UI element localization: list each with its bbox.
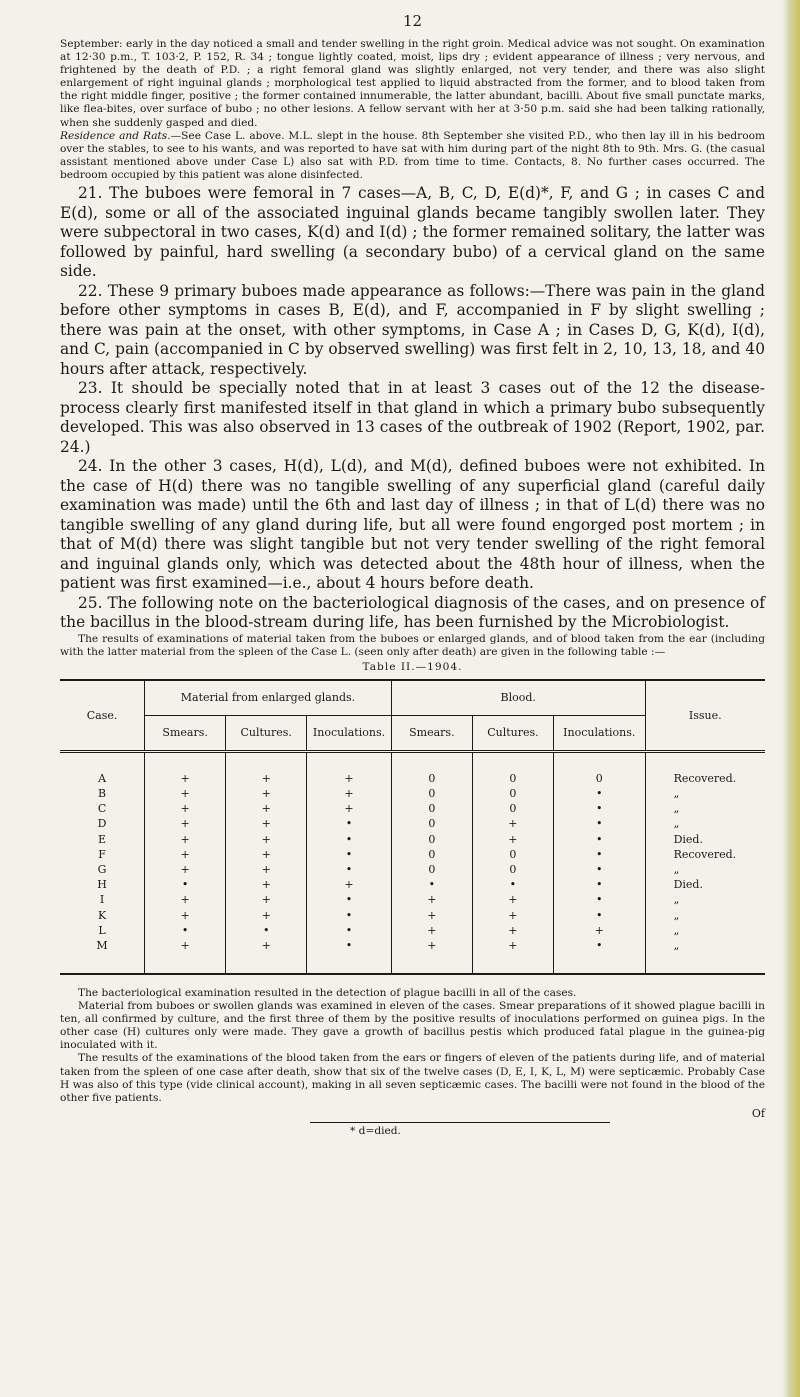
gland-smears-cell: +: [145, 892, 226, 907]
gland-cultures-cell: •: [226, 923, 307, 938]
case-cell: C: [97, 802, 107, 816]
gland-smears-cell: +: [145, 938, 226, 974]
gland-smears-cell: +: [145, 816, 226, 831]
subheader-gland-smears: Smears.: [145, 715, 226, 751]
table-row: [60, 831, 765, 846]
after-paragraph: The bacteriological examination resulted in the detection of plague bacilli in all of the cases.: [78, 986, 577, 999]
case-cell: L: [98, 923, 106, 937]
table-row: [60, 786, 765, 801]
catchword: Of: [751, 1106, 765, 1120]
issue-cell: Died.: [645, 831, 765, 846]
subheader-gland-cultures: Cultures.: [226, 715, 307, 751]
table-caption: Table II.—1904.: [362, 660, 463, 673]
gland-cultures-cell: +: [226, 751, 307, 786]
issue-cell: „: [645, 892, 765, 907]
gland-cultures-cell: +: [226, 862, 307, 877]
blood-smears-cell: +: [391, 907, 472, 922]
blood-cultures-cell: 0: [472, 862, 553, 877]
header-glands: Material from enlarged glands.: [145, 680, 392, 716]
gland-cultures-cell: +: [226, 786, 307, 801]
subheader-blood-smears: Smears.: [391, 715, 472, 751]
case-cell: H: [97, 878, 107, 892]
after-section: [60, 987, 765, 1105]
gland-cultures-cell: +: [226, 907, 307, 922]
blood-cultures-cell: +: [472, 831, 553, 846]
issue-cell: Recovered.: [645, 751, 765, 786]
gland-smears-cell: +: [145, 751, 226, 786]
blood-inoculations-cell: •: [553, 938, 645, 974]
paragraph-23: 23. It should be specially noted that in at least 3 cases out of the 12 the disease-process clearly first manifested itself in that gland in which a primary bubo subsequently developed. This was also observed in 13 cases of the outbreak of 1902 (Report, 1902, par. 24.): [60, 379, 765, 456]
page-edge: [782, 0, 800, 1397]
blood-cultures-cell: +: [472, 907, 553, 922]
blood-inoculations-cell: •: [553, 862, 645, 877]
page: [60, 12, 765, 1137]
page-number: 12: [402, 12, 423, 30]
table-body: [60, 751, 765, 974]
table-row: [60, 907, 765, 922]
issue-cell: Recovered.: [645, 847, 765, 862]
gland-smears-cell: •: [145, 877, 226, 892]
paragraph-21: 21. The buboes were femoral in 7 cases—A, B, C, D, E(d)*, F, and G ; in cases C and E(d), some or all of the associated inguinal glands became tangibly swollen later. They were subpectoral in two cases, K(d) and I(d) ; the former remained solitary, the latter was followed by painful, hard swelling (a secondary bubo) of a cervical gland on the same side.: [60, 184, 765, 281]
case-cell: A: [98, 771, 107, 785]
blood-inoculations-cell: +: [553, 923, 645, 938]
issue-cell: „: [645, 938, 765, 974]
subheader-blood-cultures: Cultures.: [472, 715, 553, 751]
blood-smears-cell: 0: [391, 831, 472, 846]
footnote: * d=died.: [350, 1124, 401, 1137]
gland-smears-cell: +: [145, 907, 226, 922]
gland-inoculations-cell: •: [307, 831, 392, 846]
after-paragraph: Material from buboes or swollen glands was examined in eleven of the cases. Smear preparations of it showed plague bacilli in ten, all confirmed by culture, and the first three of them by the positive results of inoculations performed on guinea pigs. In the other case (H) cultures only were made. They gave a growth of bacillus pestis which produced fatal plague in the guinea-pig inoculated with it.: [60, 1000, 765, 1052]
case-cell: I: [99, 893, 105, 907]
table-row: [60, 923, 765, 938]
subheader-gland-inoculations: Inoculations.: [307, 715, 392, 751]
intro-paragraph: September: early in the day noticed a small and tender swelling in the right groin. Medical advice was not sought. On examination at 12·30 p.m., T. 103·2, P. 152, R. 34 ; tongue lightly coated, moist, lips dry ; evident appearance of illness ; very nervous, and frightened by the death of P.D. ; a right femoral gland was slightly enlarged, not very tender, and there was also slight enlargement of right inguinal glands ; morphological test applied to liquid abstracted from the former, and to blood taken from the right middle finger, positive ; the former contained innumerable, the latter abundant, bacilli. About five small punctate marks, like flea-bites, over surface of bubo ; no other lesions. A fellow servant with her at 3·50 p.m. said she had been talking rationally, when she suddenly gasped and died.: [60, 38, 765, 129]
gland-inoculations-cell: •: [307, 907, 392, 922]
footnote-rule: [310, 1122, 610, 1123]
blood-inoculations-cell: •: [553, 877, 645, 892]
gland-cultures-cell: +: [226, 847, 307, 862]
blood-smears-cell: +: [391, 892, 472, 907]
table-row: [60, 801, 765, 816]
gland-cultures-cell: +: [226, 938, 307, 974]
intro-section: [60, 38, 765, 182]
blood-inoculations-cell: •: [553, 907, 645, 922]
case-cell: F: [98, 847, 106, 861]
blood-cultures-cell: 0: [472, 786, 553, 801]
header-case: Case.: [60, 680, 145, 752]
blood-cultures-cell: +: [472, 938, 553, 974]
blood-cultures-cell: 0: [472, 751, 553, 786]
blood-smears-cell: 0: [391, 786, 472, 801]
header-blood: Blood.: [391, 680, 645, 716]
blood-inoculations-cell: •: [553, 847, 645, 862]
issue-cell: „: [645, 923, 765, 938]
gland-inoculations-cell: +: [307, 801, 392, 816]
subheader-blood-inoculations: Inoculations.: [553, 715, 645, 751]
case-cell: B: [98, 787, 107, 800]
blood-cultures-cell: •: [472, 877, 553, 892]
gland-cultures-cell: +: [226, 801, 307, 816]
blood-smears-cell: 0: [391, 751, 472, 786]
blood-inoculations-cell: •: [553, 786, 645, 801]
gland-cultures-cell: +: [226, 816, 307, 831]
case-cell: G: [97, 862, 107, 876]
gland-smears-cell: •: [145, 923, 226, 938]
case-cell: K: [97, 908, 107, 922]
blood-inoculations-cell: •: [553, 801, 645, 816]
issue-cell: Died.: [645, 877, 765, 892]
case-cell: E: [98, 832, 107, 846]
blood-smears-cell: 0: [391, 847, 472, 862]
case-cell: D: [97, 817, 107, 831]
table-row: [60, 877, 765, 892]
header-issue: Issue.: [645, 680, 765, 752]
gland-cultures-cell: +: [226, 892, 307, 907]
gland-smears-cell: +: [145, 801, 226, 816]
blood-inoculations-cell: 0: [553, 751, 645, 786]
blood-cultures-cell: +: [472, 892, 553, 907]
blood-cultures-cell: +: [472, 923, 553, 938]
gland-smears-cell: +: [145, 786, 226, 801]
case-cell: M: [60, 938, 145, 974]
blood-smears-cell: 0: [391, 816, 472, 831]
after-paragraph: The results of the examinations of the blood taken from the ears or fingers of eleven of the patients during life, and of material taken from the spleen of one case after death, show that six of the twelve cases (D, E, I, K, L, M) were septicæmic. Probably Case H was also of this type (vide clinical account), making in all seven septicæmic cases. The bacilli were not found in the blood of the other five patients.: [60, 1052, 765, 1104]
paragraph-22: 22. These 9 primary buboes made appearance as follows:—There was pain in the gland before other symptoms in cases B, E(d), and F, accompanied in F by slight swelling ; there was pain at the onset, with other symptoms, in Case A ; in Cases D, G, K(d), I(d), and C, pain (accompanied in C by observed swelling) was first felt in 2, 10, 13, 18, and 40 hours after attack, respectively.: [60, 281, 765, 378]
blood-smears-cell: 0: [391, 862, 472, 877]
table-row: [60, 751, 765, 786]
gland-inoculations-cell: •: [307, 923, 392, 938]
gland-inoculations-cell: +: [307, 877, 392, 892]
main-section: [60, 184, 765, 633]
gland-cultures-cell: +: [226, 831, 307, 846]
blood-cultures-cell: +: [472, 816, 553, 831]
gland-inoculations-cell: •: [307, 847, 392, 862]
paragraph-24: 24. In the other 3 cases, H(d), L(d), and M(d), defined buboes were not exhibited. In the case of H(d) there was no tangible swelling of any superficial gland (careful daily examination was made) until the 6th and last day of illness ; in that of L(d) there was no tangible swelling of any gland during life, but all were found engorged post mortem ; in that of M(d) there was slight tangible but not very tender swelling of the right femoral and inguinal glands only, which was detected about the 48th hour of illness, when the patient was first examined—i.e., about 4 hours before death.: [60, 457, 765, 593]
gland-inoculations-cell: •: [307, 862, 392, 877]
paragraph-25: 25. The following note on the bacteriological diagnosis of the cases, and on presence of the bacillus in the blood-stream during life, has been furnished by the Microbiologist.: [60, 593, 765, 632]
blood-cultures-cell: 0: [472, 801, 553, 816]
table-row: [60, 862, 765, 877]
issue-cell: „: [645, 907, 765, 922]
gland-smears-cell: +: [145, 847, 226, 862]
issue-cell: „: [645, 816, 765, 831]
blood-smears-cell: +: [391, 938, 472, 974]
gland-smears-cell: +: [145, 862, 226, 877]
blood-cultures-cell: 0: [472, 847, 553, 862]
residence-heading: Residence and Rats.: [60, 129, 171, 142]
table-row: [60, 892, 765, 907]
gland-inoculations-cell: •: [307, 938, 392, 974]
blood-inoculations-cell: •: [553, 831, 645, 846]
issue-cell: „: [645, 862, 765, 877]
table-intro: The results of examinations of material taken from the buboes or enlarged glands, and of blood taken from the ear (including with the latter material from the spleen of the Case L. (seen only after death) are given in the following table :—: [60, 632, 765, 658]
residence-text: —See Case L. above. M.L. slept in the house. 8th September she visited P.D., who then lay ill in his bedroom over the stables, to see to his wants, and was reported to have sat with him during part of the night 8th to 9th. Mrs. G. (the casual assistant mentioned above under Case L) also sat with P.D. from time to time. Contacts, 8. No further cases occurred. The bedroom occupied by this patient was alone disinfected.: [60, 129, 765, 181]
blood-inoculations-cell: •: [553, 892, 645, 907]
gland-inoculations-cell: +: [307, 751, 392, 786]
blood-smears-cell: •: [391, 877, 472, 892]
gland-inoculations-cell: •: [307, 816, 392, 831]
gland-cultures-cell: +: [226, 877, 307, 892]
issue-cell: „: [645, 786, 765, 801]
results-table: [60, 679, 765, 975]
table-row: [60, 847, 765, 862]
table-row: [60, 938, 765, 974]
gland-inoculations-cell: +: [307, 786, 392, 801]
blood-smears-cell: 0: [391, 801, 472, 816]
blood-smears-cell: +: [391, 923, 472, 938]
residence-paragraph: [60, 130, 765, 182]
gland-smears-cell: +: [145, 831, 226, 846]
issue-cell: „: [645, 801, 765, 816]
table-row: [60, 816, 765, 831]
blood-inoculations-cell: •: [553, 816, 645, 831]
gland-inoculations-cell: •: [307, 892, 392, 907]
